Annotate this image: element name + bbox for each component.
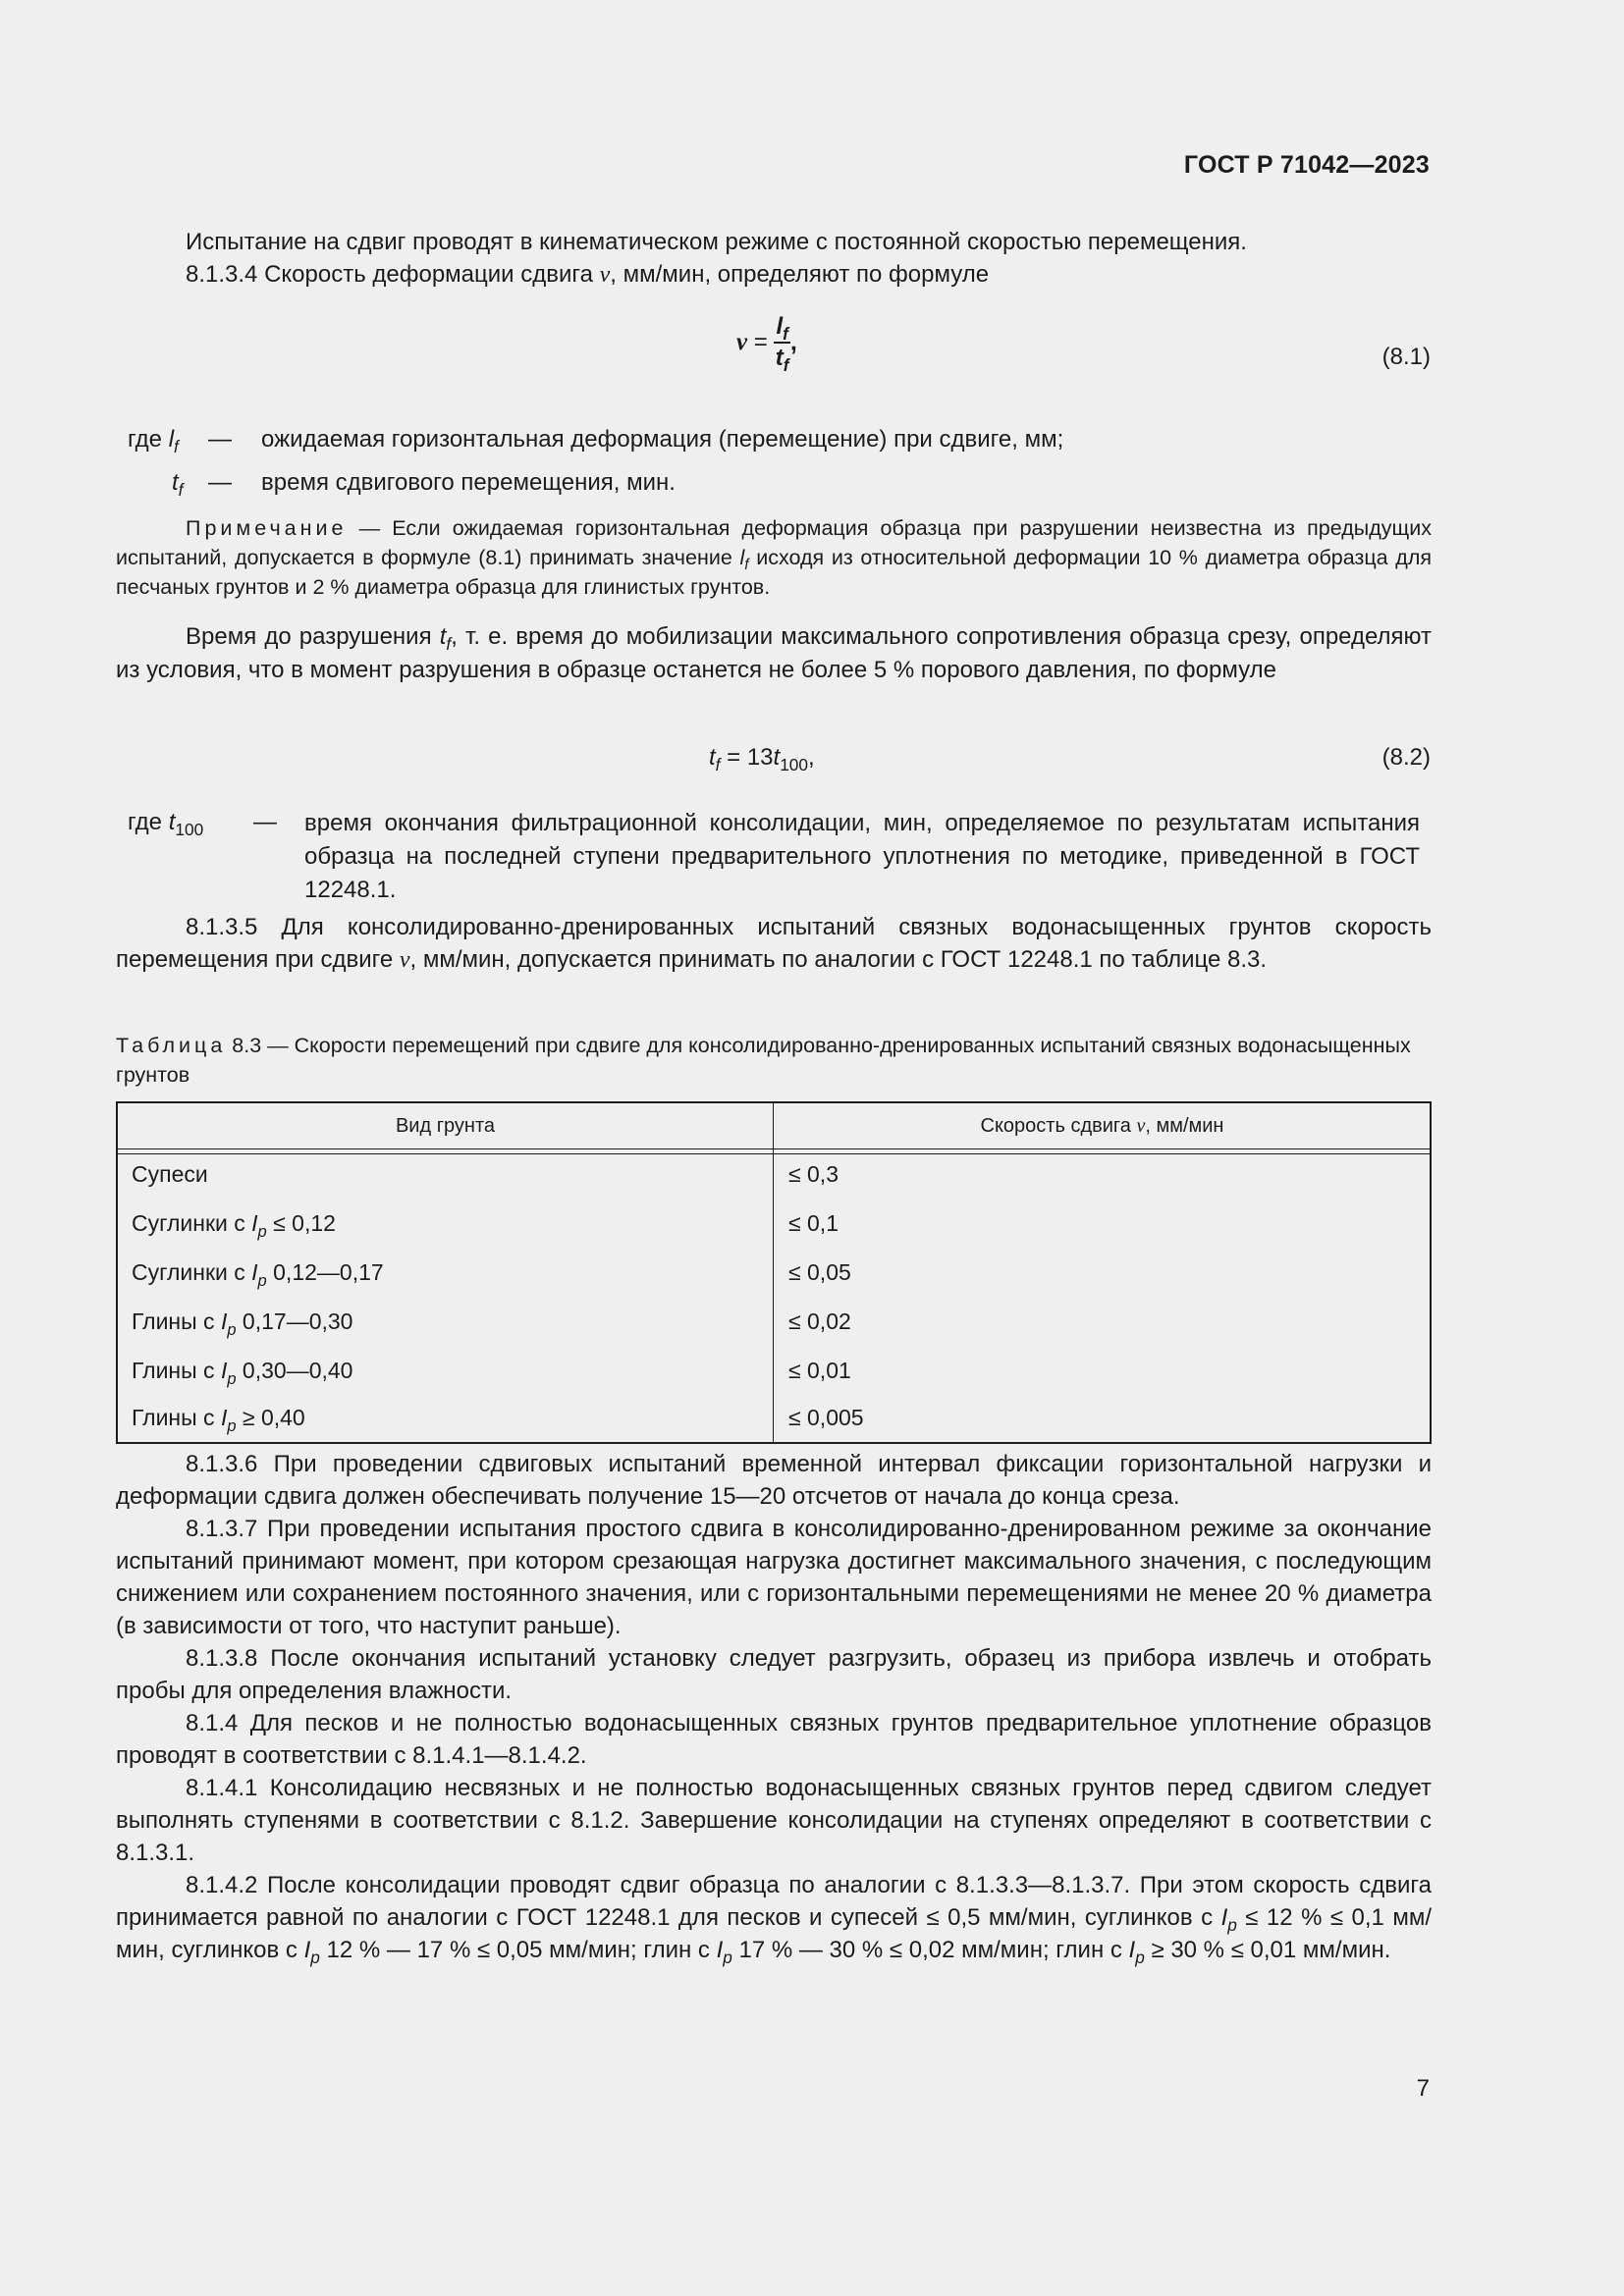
cell-text: 0,12—0,17 [266, 1259, 384, 1285]
header-text: Скорость сдвига [980, 1115, 1137, 1137]
paragraph-text: 8.1.3.5 Для консолидированно-дренированных испытаний связных водонасыщенных грунтов скорость перемещения при сдвиге [116, 914, 1432, 973]
cell-text: Суглинки с [132, 1259, 252, 1285]
table-header-rule [116, 1153, 1432, 1154]
denominator-subscript: f [783, 355, 789, 376]
paragraph-8-1-4-1: 8.1.4.1 Консолидацию несвязных и не полностью водонасыщенных связных грунтов перед сдвигом следует выполнять ступенями в соответствии с 8.1.2. Завершение консолидации на ступенях определяют в соответствии с 8.1.3.1. [116, 1775, 1432, 1866]
paragraph-8-1-3-4 [186, 259, 1433, 291]
table-caption [116, 1031, 1436, 1090]
table-caption-label: Таблица [116, 1034, 227, 1057]
symbol-subscript: p [310, 1948, 320, 1968]
paragraph-8-1-3-5 [116, 911, 1432, 977]
note-text: — Если ожидаемая горизонтальная деформация образца при разрушении неизвестна из предыдущих испытаний, допускается в формуле (8.1) принимать значение [116, 516, 1432, 569]
cell-text: Глины с [132, 1358, 221, 1383]
paragraph-8-1-3-6: 8.1.3.6 При проведении сдвиговых испытаний временной интервал фиксации горизонтальной нагрузки и деформации сдвига должен обеспечивать получение 15—20 отсчетов от начала до конца среза. [116, 1451, 1432, 1510]
definition-dash: — [253, 809, 277, 835]
symbol-ip: I [716, 1937, 724, 1963]
page-number: 7 [1416, 2075, 1430, 2102]
numerator-symbol: l [776, 313, 784, 340]
cell-text: Супеси [132, 1161, 208, 1187]
definition-t100 [128, 807, 203, 838]
paragraph-text: 17 % — 30 % ≤ 0,02 мм/мин; глин с [731, 1937, 1129, 1963]
definition-dash: — [208, 469, 232, 496]
fraction-denominator [774, 344, 789, 376]
note-subscript: f [744, 557, 749, 574]
formula-symbol: t [709, 744, 716, 771]
definition-dash: — [208, 426, 232, 453]
symbol-subscript: p [1135, 1948, 1145, 1968]
paragraph-time-to-failure [116, 620, 1432, 687]
cell-symbol: I [220, 1405, 228, 1430]
formula-equals: = [747, 329, 775, 355]
definition-text: время окончания фильтрационной консолидации, мин, определяемое по результатам испытания образца на последней ступени предварительного уплотнения по методике, приведенной в ГОСТ 12248.1. [304, 810, 1420, 903]
table-cell-speed: ≤ 0,005 [788, 1405, 864, 1430]
paragraph-8-1-4-2 [116, 1869, 1432, 1966]
paragraph-text: , мм/мин, определяют по формуле [610, 261, 990, 288]
paragraph-text: , т. е. время до мобилизации максимального сопротивления образца срезу, определяют из условия, что в момент разрушения в образце останется не более 5 % порового давления, по формуле [116, 623, 1433, 683]
numerator-subscript: f [783, 324, 788, 345]
paragraph-text: ≤ 12 % ≤ 0,1 мм/мин, суглинков с [116, 1904, 1433, 1963]
formula-symbol: t [773, 744, 781, 771]
table-caption-text: 8.3 — Скорости перемещений при сдвиге для консолидированно-дренированных испытаний связных водонасыщенных грунтов [116, 1034, 1411, 1087]
header-text: , мм/мин [1145, 1115, 1224, 1137]
formula-lhs: v [736, 329, 748, 355]
variable-v: v [399, 947, 410, 973]
table-column-rule [773, 1101, 774, 1442]
cell-symbol: I [220, 1308, 228, 1334]
cell-text: ≤ 0,12 [266, 1210, 336, 1236]
definition-lead: где [128, 809, 169, 835]
table-header-rule [116, 1148, 1432, 1149]
table-cell-speed: ≤ 0,3 [788, 1161, 839, 1187]
paragraph-text: ≥ 30 % ≤ 0,01 мм/мин. [1144, 1937, 1391, 1963]
formula-subscript: f [715, 755, 721, 775]
note [116, 513, 1432, 602]
table-cell-speed: ≤ 0,01 [788, 1358, 851, 1383]
definition-text: время сдвигового перемещения, мин. [261, 469, 676, 496]
table-cell-speed: ≤ 0,1 [788, 1210, 839, 1236]
definition-lf [128, 424, 179, 455]
table-cell-soil [132, 1356, 353, 1388]
formula-8-2 [709, 742, 815, 774]
formula-tail: , [789, 328, 797, 356]
definition-tf [172, 467, 183, 499]
table-header-shear-speed [775, 1113, 1430, 1139]
table-cell-soil [132, 1159, 208, 1189]
definition-symbol: l [168, 426, 175, 453]
symbol-subscript: f [446, 634, 452, 655]
definition-subscript: f [178, 480, 184, 501]
formula-number: (8.1) [1381, 344, 1431, 370]
table-cell-soil [132, 1307, 353, 1339]
symbol-ip: I [1128, 1937, 1136, 1963]
cell-symbol: I [251, 1210, 258, 1236]
paragraph [186, 227, 1433, 258]
cell-subscript: p [227, 1368, 237, 1388]
cell-text: 0,17—0,30 [236, 1308, 353, 1334]
paragraph-8-1-3-7: 8.1.3.7 При проведении испытания простого сдвига в консолидированно-дренированном режиме за окончание испытаний принимают момент, при котором срезающая нагрузка достигнет максимального значения, с последующим снижением или сохранением постоянного значения, или с горизонтальными перемещениями не менее 20 % диаметра (в зависимости от того, что наступит раньше). [116, 1516, 1432, 1639]
formula-number: (8.2) [1381, 744, 1431, 771]
symbol-t: t [439, 623, 447, 650]
formula-subscript: 100 [780, 755, 809, 775]
paragraph-text: , мм/мин, допускается принимать по аналогии с ГОСТ 12248.1 по таблице 8.3. [409, 946, 1268, 973]
formula-tail: , [808, 744, 815, 771]
symbol-ip: I [303, 1937, 311, 1963]
document-header: ГОСТ Р 71042—2023 [1183, 151, 1430, 179]
cell-text: 0,30—0,40 [236, 1358, 353, 1383]
variable-v: v [599, 262, 611, 288]
cell-subscript: p [227, 1319, 237, 1339]
symbol-subscript: p [723, 1948, 732, 1968]
definition-symbol: t [172, 469, 179, 496]
table-cell-speed: ≤ 0,05 [788, 1259, 851, 1285]
cell-text: Глины с [132, 1308, 221, 1334]
cell-symbol: I [220, 1358, 228, 1383]
definition-symbol: t [168, 809, 176, 835]
table-cell-soil [132, 1208, 336, 1241]
cell-subscript: p [227, 1415, 237, 1435]
formula-text: = 13 [720, 744, 774, 771]
definition-text: ожидаемая горизонтальная деформация (перемещение) при сдвиге, мм; [261, 426, 1064, 453]
symbol-ip: I [1220, 1904, 1228, 1931]
table-cell-soil [132, 1403, 305, 1435]
paragraph-text: Испытание на сдвиг проводят в кинематическом режиме с постоянной скоростью перемещения. [186, 229, 1247, 255]
paragraph-text: Время до разрушения [186, 623, 440, 650]
paragraph-8-1-3-8: 8.1.3.8 После окончания испытаний установку следует разгрузить, образец из прибора извлечь и отобрать пробы для определения влажности. [116, 1645, 1432, 1704]
cell-text: ≥ 0,40 [236, 1405, 305, 1430]
table-cell-speed: ≤ 0,02 [788, 1308, 851, 1334]
cell-subscript: p [257, 1221, 267, 1241]
paragraph-text: 8.1.3.4 Скорость деформации сдвига [186, 261, 600, 288]
denominator-symbol: t [775, 345, 784, 371]
definition-lead: где [128, 426, 169, 453]
fraction-numerator [774, 314, 789, 344]
table-cell-soil [132, 1257, 384, 1290]
paragraph-text: 8.1.4.2 После консолидации проводят сдвиг образца по аналогии с 8.1.3.3—8.1.3.7. При этом скорость сдвига принимается равной по аналогии с ГОСТ 12248.1 для песков и супесей ≤ 0,5 мм/мин, суглинков с [116, 1872, 1432, 1931]
paragraph-text: 12 % — 17 % ≤ 0,05 мм/мин; глин с [319, 1937, 717, 1963]
cell-symbol: I [251, 1259, 258, 1285]
note-symbol: l [739, 546, 745, 569]
definition-subscript: f [174, 437, 179, 457]
table-header-soil-type: Вид грунта [395, 1115, 496, 1137]
formula-8-1 [736, 314, 797, 383]
note-text: исходя из относительной деформации 10 % диаметра образца для песчаных грунтов и 2 % диаметра образца для глинистых грунтов. [116, 546, 1433, 599]
symbol-subscript: p [1227, 1915, 1237, 1936]
definition-subscript: 100 [175, 820, 204, 840]
paragraph-8-1-4: 8.1.4 Для песков и не полностью водонасыщенных связных грунтов предварительное уплотнение образцов проводят в соответствии с 8.1.4.1—8.1.4.2. [116, 1710, 1432, 1769]
variable-v: v [1136, 1115, 1146, 1137]
cell-text: Суглинки с [132, 1210, 252, 1236]
cell-subscript: p [257, 1270, 267, 1290]
note-label: Примечание [186, 516, 348, 540]
formula-fraction [774, 313, 789, 376]
cell-text: Глины с [132, 1405, 221, 1430]
